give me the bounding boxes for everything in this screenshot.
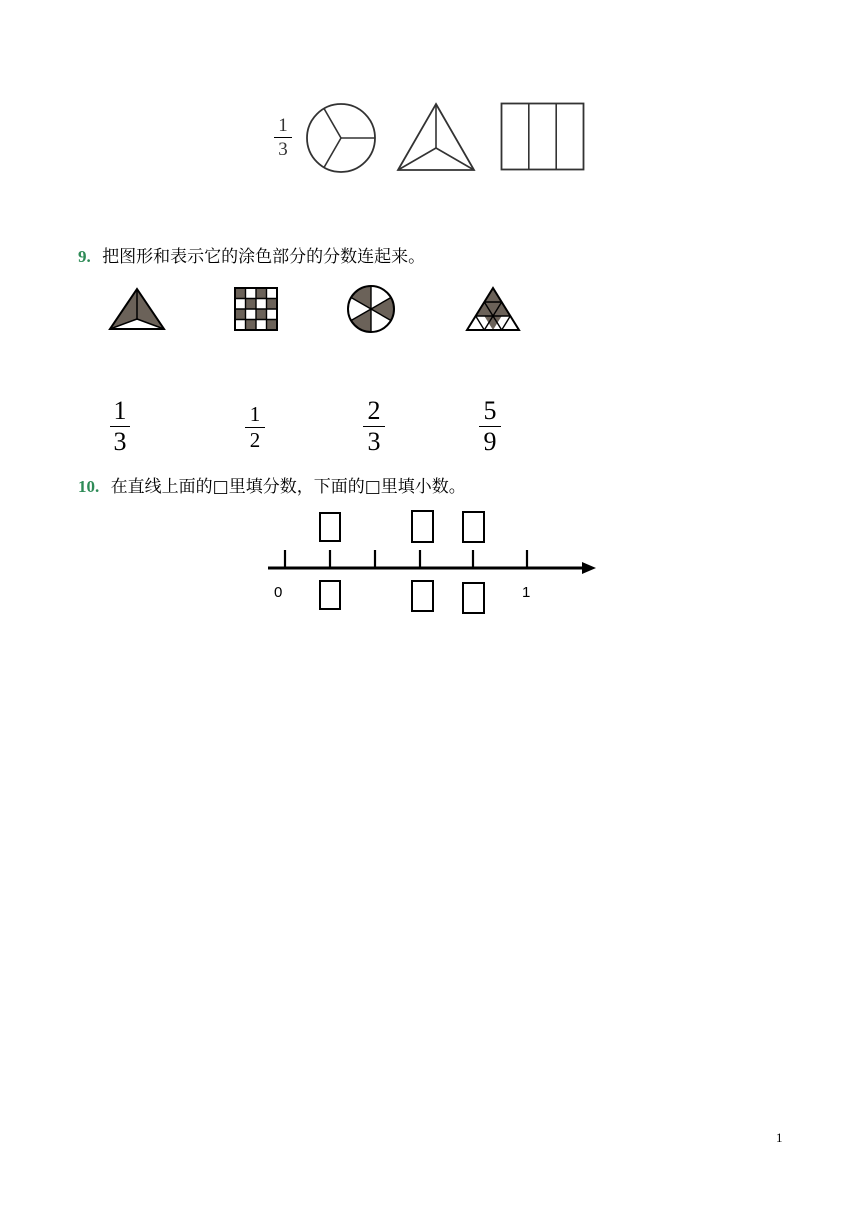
q9-fraction-1-numerator: 1 [113, 396, 127, 425]
question-10-text: 在直线上面的□里填分数，下面的□里填小数。 [110, 477, 466, 497]
number-line-label-one: 1 [522, 584, 531, 601]
q9-fraction-4 [479, 398, 501, 455]
fraction-answer-box-2[interactable] [411, 510, 434, 543]
top-triangle-thirds [396, 102, 476, 174]
page-number: 1 [776, 1130, 783, 1145]
decimal-answer-box-1[interactable] [319, 580, 341, 610]
q9-fraction-3 [363, 398, 385, 455]
q9-shape-circle [346, 284, 396, 334]
q9-fraction-2-denominator: 2 [249, 428, 261, 452]
top-fraction [274, 116, 292, 159]
fraction-answer-box-3[interactable] [462, 511, 485, 543]
top-fraction-numerator: 1 [278, 115, 288, 136]
top-rectangle-thirds [500, 102, 586, 172]
q9-fraction-4-numerator: 5 [483, 396, 497, 425]
q9-fraction-2 [245, 404, 265, 451]
top-circle-thirds [304, 102, 380, 174]
q9-fraction-4-denominator: 9 [483, 427, 497, 456]
question-9 [78, 242, 425, 267]
decimal-answer-box-3[interactable] [462, 582, 485, 614]
fraction-bar [274, 137, 292, 138]
q9-shape-triangle [108, 287, 166, 331]
number-line [266, 544, 598, 580]
q9-fraction-2-numerator: 1 [249, 402, 261, 426]
q9-shape-triangle-ninths [464, 286, 522, 332]
q9-fraction-3-numerator: 2 [367, 396, 381, 425]
question-9-text: 把图形和表示它的涂色部分的分数连起来。 [102, 247, 426, 267]
decimal-answer-box-2[interactable] [411, 580, 434, 612]
number-line-label-zero: 0 [274, 584, 283, 601]
q9-fraction-1 [110, 398, 130, 455]
top-fraction-denominator: 3 [278, 139, 288, 160]
question-9-number: 9. [78, 247, 91, 266]
q9-fraction-3-denominator: 3 [367, 427, 381, 456]
fraction-answer-box-1[interactable] [319, 512, 341, 542]
q9-fraction-1-denominator: 3 [113, 427, 127, 456]
question-10-number: 10. [78, 477, 100, 496]
q9-shape-grid [233, 286, 279, 332]
question-10 [78, 472, 466, 497]
